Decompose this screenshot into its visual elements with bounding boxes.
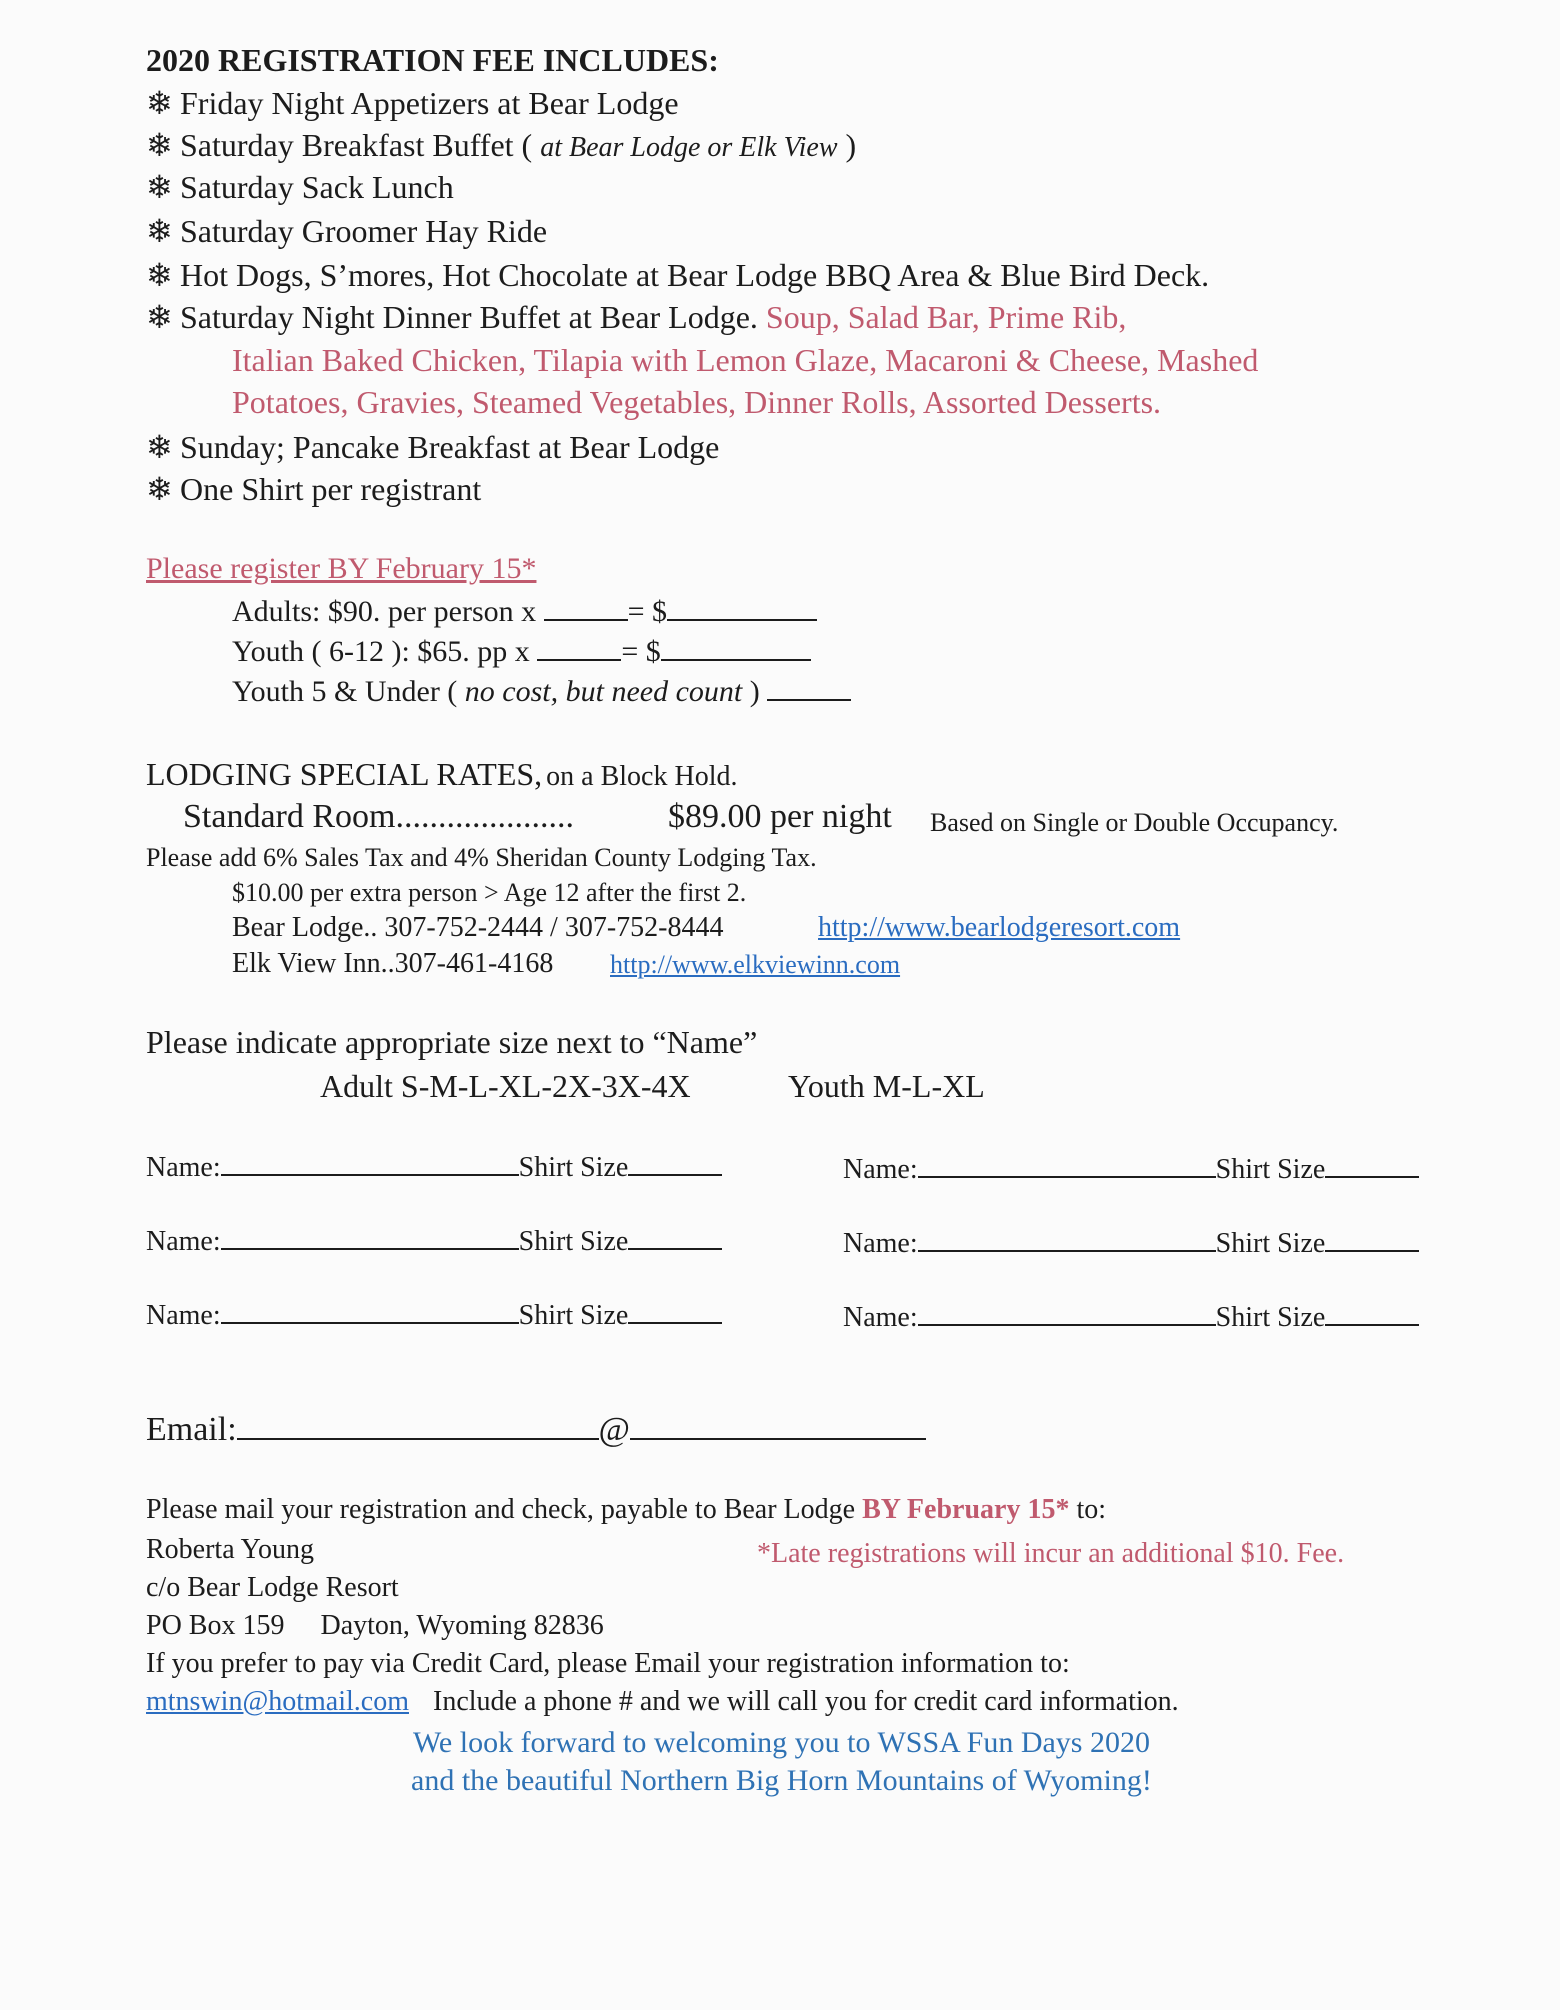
fee-heading: 2020 REGISTRATION FEE INCLUDES: <box>146 42 719 78</box>
tax-note: Please add 6% Sales Tax and 4% Sheridan County Lodging Tax. <box>146 843 817 872</box>
adult-count-blank[interactable] <box>544 593 628 621</box>
mail-intro-line: Please mail your registration and check, payable to Bear Lodge BY February 15* to: <box>146 1494 1107 1525</box>
name-field[interactable] <box>918 1224 1216 1252</box>
shirt-size-field[interactable] <box>628 1222 722 1250</box>
closing-line: and the beautiful Northern Big Horn Mountains of Wyoming! <box>411 1764 1152 1797</box>
elk-view-link[interactable]: http://www.elkviewinn.com <box>610 950 901 979</box>
shirt-size-field[interactable] <box>1325 1298 1419 1326</box>
dinner-menu-line: Potatoes, Gravies, Steamed Vegetables, Dinner Rolls, Assorted Desserts. <box>232 384 1162 420</box>
youth-sizes: Youth M-L-XL <box>788 1068 985 1104</box>
email-row: Email: @ <box>146 1408 926 1449</box>
standard-room-rate: $89.00 per night <box>668 798 892 835</box>
address-line: PO Box 159 Dayton, Wyoming 82836 <box>146 1610 604 1641</box>
youth-count-blank[interactable] <box>537 633 621 661</box>
adult-total-blank[interactable] <box>667 593 817 621</box>
list-item: ❄ Friday Night Appetizers at Bear Lodge <box>146 85 679 121</box>
adult-sizes: Adult S-M-L-XL-2X-3X-4X <box>320 1068 691 1104</box>
snowflake-icon: ❄ <box>146 127 173 163</box>
closing-line: We look forward to welcoming you to WSSA Fun Days 2020 <box>413 1726 1150 1759</box>
list-item: ❄ Saturday Groomer Hay Ride <box>146 213 548 249</box>
shirt-size-field[interactable] <box>628 1296 722 1324</box>
standard-room-label: Standard Room..................... <box>183 798 574 835</box>
name-row: Name: Shirt Size <box>146 1222 722 1258</box>
credit-card-note: If you prefer to pay via Credit Card, please Email your registration information to: <box>146 1648 1070 1679</box>
email-contact-line: mtnswin@hotmail.com Include a phone # and we will call you for credit card information. <box>146 1686 1179 1717</box>
name-row: Name: Shirt Size <box>146 1148 722 1184</box>
snowflake-icon: ❄ <box>146 257 173 293</box>
list-item: ❄ Hot Dogs, S’mores, Hot Chocolate at Bear Lodge BBQ Area & Blue Bird Deck. <box>146 257 1210 293</box>
snowflake-icon: ❄ <box>146 429 173 465</box>
occupancy-note: Based on Single or Double Occupancy. <box>930 808 1339 837</box>
recipient-name: Roberta Young <box>146 1534 315 1565</box>
youth-small-count-blank[interactable] <box>767 673 851 701</box>
dinner-menu-line: Italian Baked Chicken, Tilapia with Lemon Glaze, Macaroni & Cheese, Mashed <box>232 342 1259 378</box>
name-row: Name: Shirt Size <box>843 1224 1419 1260</box>
name-field[interactable] <box>918 1150 1216 1178</box>
snowflake-icon: ❄ <box>146 169 173 205</box>
bear-lodge-contact: Bear Lodge.. 307-752-2444 / 307-752-8444 <box>232 912 724 943</box>
snowflake-icon: ❄ <box>146 85 173 121</box>
address-line: c/o Bear Lodge Resort <box>146 1572 399 1603</box>
list-item: ❄ Saturday Breakfast Buffet ( at Bear Lodge or Elk View ) <box>146 127 857 163</box>
name-row: Name: Shirt Size <box>146 1296 722 1332</box>
name-field[interactable] <box>918 1298 1216 1326</box>
name-field[interactable] <box>221 1222 519 1250</box>
contact-email-link[interactable]: mtnswin@hotmail.com <box>146 1686 409 1717</box>
list-item: ❄ Sunday; Pancake Breakfast at Bear Lodge <box>146 429 720 465</box>
youth-small-line: Youth 5 & Under ( no cost, but need count ) <box>232 673 851 709</box>
snowflake-icon: ❄ <box>146 299 173 335</box>
list-item: ❄ Saturday Night Dinner Buffet at Bear Lodge. Soup, Salad Bar, Prime Rib, <box>146 299 1127 335</box>
extra-person-note: $10.00 per extra person > Age 12 after the first 2. <box>232 878 747 907</box>
adult-price-line: Adults: $90. per person x = $ <box>232 593 817 629</box>
register-deadline: Please register BY February 15* <box>146 552 537 585</box>
name-row: Name: Shirt Size <box>843 1150 1419 1186</box>
elk-view-contact: Elk View Inn..307-461-4168 <box>232 948 554 979</box>
list-item: ❄ One Shirt per registrant <box>146 471 482 507</box>
name-field[interactable] <box>221 1148 519 1176</box>
breakfast-location: at Bear Lodge or Elk View <box>540 132 838 163</box>
email-user-field[interactable] <box>237 1408 599 1440</box>
youth-price-line: Youth ( 6-12 ): $65. pp x = $ <box>232 633 811 669</box>
size-instruction: Please indicate appropriate size next to “Name” <box>146 1024 758 1060</box>
name-row: Name: Shirt Size <box>843 1298 1419 1334</box>
list-item: ❄ Saturday Sack Lunch <box>146 169 454 205</box>
name-field[interactable] <box>221 1296 519 1324</box>
lodging-heading: LODGING SPECIAL RATES, on a Block Hold. <box>146 756 738 792</box>
snowflake-icon: ❄ <box>146 213 173 249</box>
late-fee-note: *Late registrations will incur an additional $10. Fee. <box>757 1538 1345 1569</box>
shirt-size-field[interactable] <box>628 1148 722 1176</box>
email-domain-field[interactable] <box>630 1408 926 1440</box>
youth-total-blank[interactable] <box>661 633 811 661</box>
bear-lodge-link[interactable]: http://www.bearlodgeresort.com <box>818 912 1181 943</box>
dinner-menu-line: Soup, Salad Bar, Prime Rib, <box>765 299 1127 335</box>
snowflake-icon: ❄ <box>146 471 173 507</box>
shirt-size-field[interactable] <box>1325 1224 1419 1252</box>
shirt-size-field[interactable] <box>1325 1150 1419 1178</box>
